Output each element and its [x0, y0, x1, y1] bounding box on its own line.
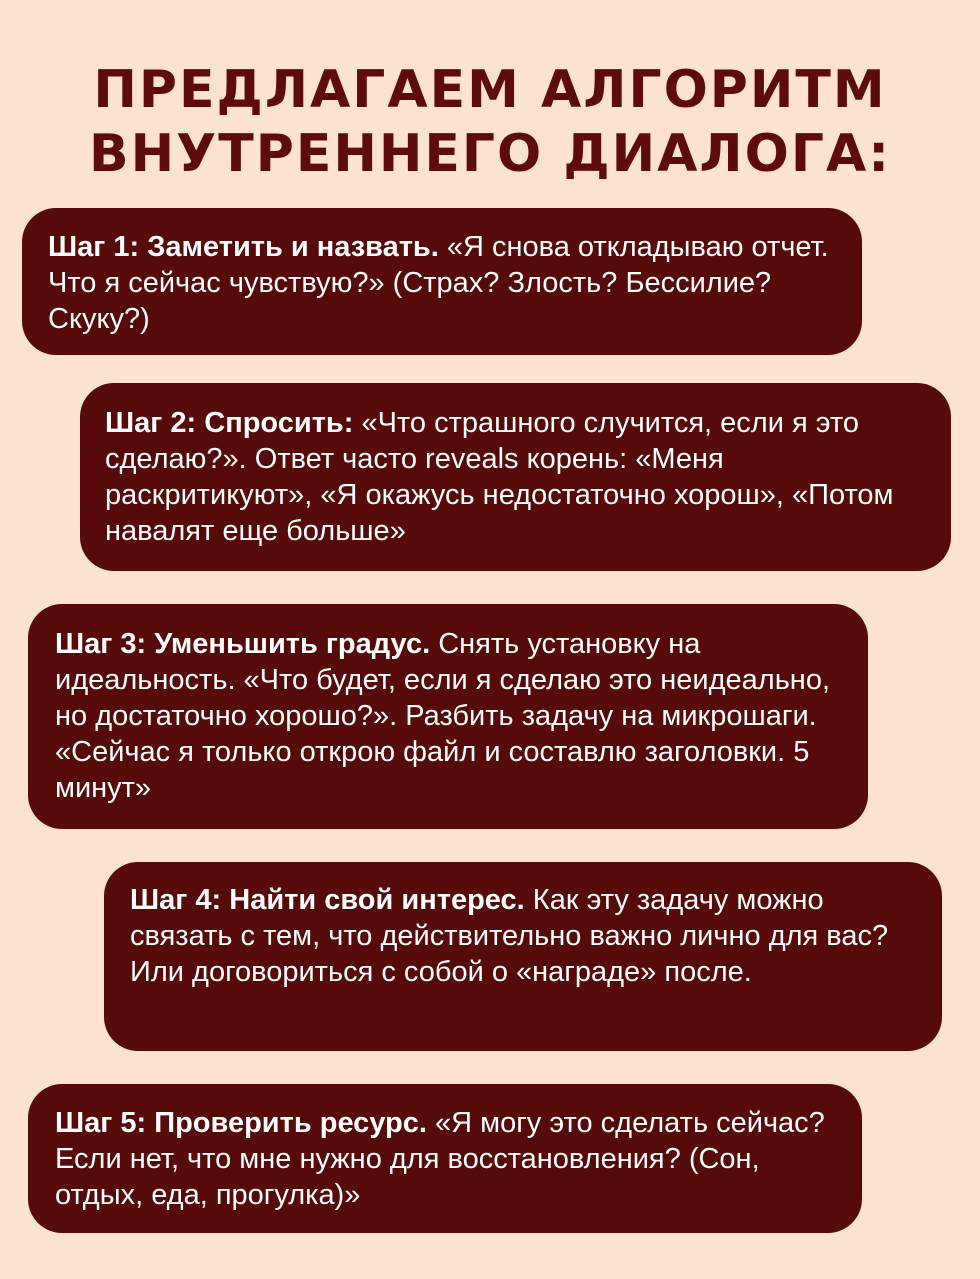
step-card-5	[28, 1084, 862, 1233]
step-2-heading: Шаг 2: Спросить:	[105, 407, 354, 439]
page-title	[0, 58, 980, 186]
step-card-2	[80, 383, 951, 571]
step-1-text: «Я снова откладываю отчет. Что я сейчас чувствую?» (Страх? Злость? Бессилие? Скуку?)	[48, 231, 829, 335]
step-card-4	[104, 862, 942, 1051]
step-5-heading: Шаг 5: Проверить ресурс.	[55, 1107, 427, 1139]
step-1-heading: Шаг 1: Заметить и назвать.	[48, 231, 439, 263]
step-3-text: Снять установку на идеальность. «Что будет, если я сделаю это неидеально, но достаточно хорошо?». Разбить задачу на микрошаги. «Сейчас я только открою файл и составлю заголовки. 5 минут»	[55, 628, 830, 804]
step-3-heading: Шаг 3: Уменьшить градус.	[55, 628, 431, 660]
step-4-heading: Шаг 4: Найти свой интерес.	[130, 884, 525, 916]
step-2-text: «Что страшного случится, если я это сделаю?». Ответ часто reveals корень: «Меня раскритикуют», «Я окажусь недостаточно хорош», «Потом навалят еще больше»	[105, 407, 894, 547]
step-card-1	[22, 208, 862, 355]
step-5-text: «Я могу это сделать сейчас? Если нет, что мне нужно для восстановления? (Сон, отдых, еда, прогулка)»	[55, 1107, 825, 1211]
step-4-text: Как эту задачу можно связать с тем, что действительно важно лично для вас? Или договориться с собой о «награде» после.	[130, 884, 889, 988]
title-line-1: ПРЕДЛАГАЕМ АЛГОРИТМ	[93, 60, 887, 120]
title-line-2: ВНУТРЕННЕГО ДИАЛОГА:	[89, 124, 891, 184]
step-card-3	[28, 604, 868, 829]
